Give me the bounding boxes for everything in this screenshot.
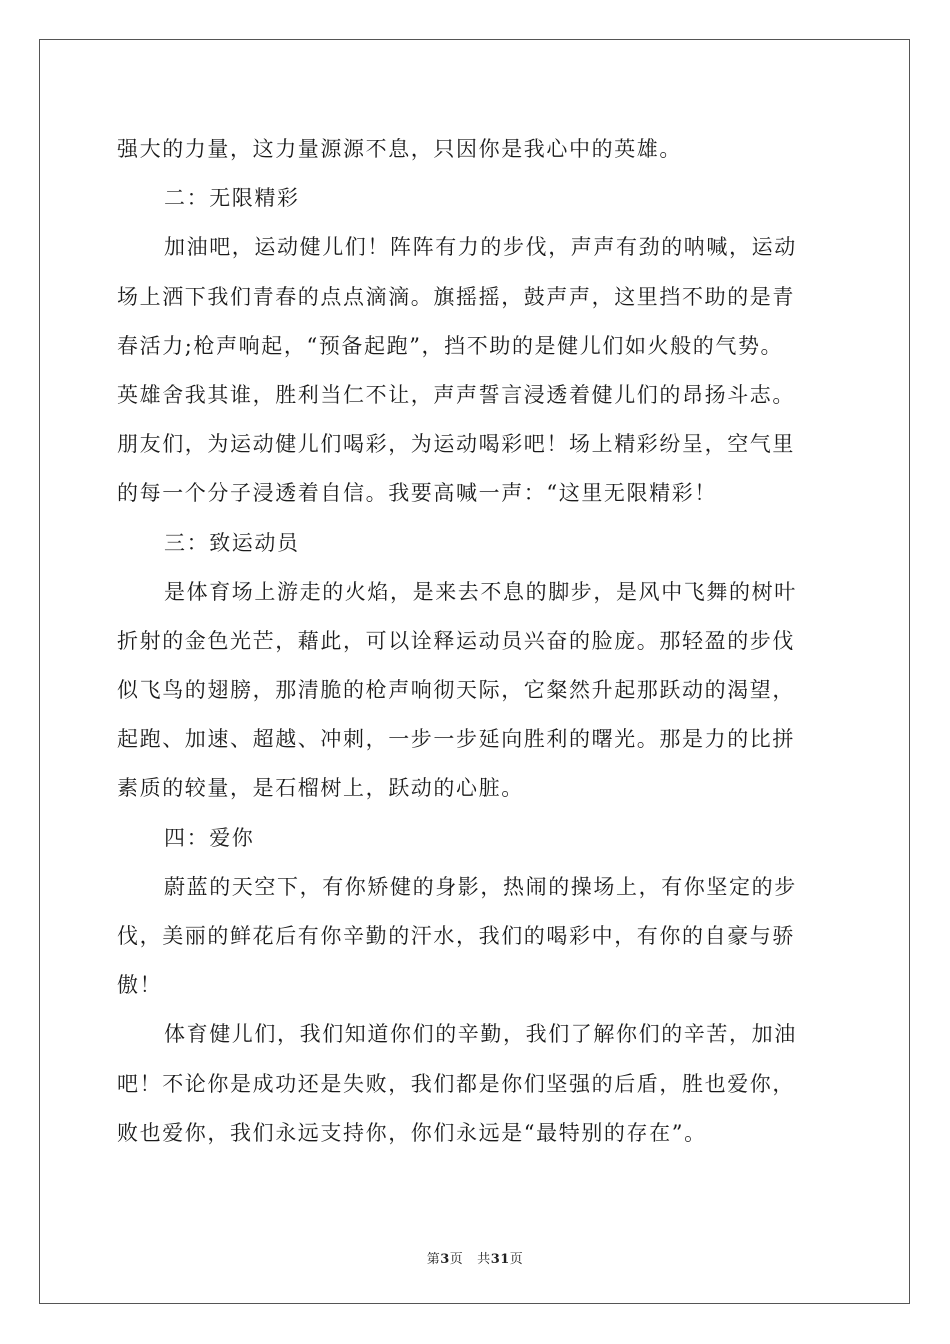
body-line: 伐，美丽的鲜花后有你辛勤的汗水，我们的喝彩中，有你的自豪与骄 [117, 924, 795, 948]
body-line: 似飞鸟的翅膀，那清脆的枪声响彻天际，它粲然升起那跃动的渴望， [117, 678, 795, 703]
body-line: 春活力;枪声响起，“预备起跑”，挡不助的是健儿们如火般的气势。 [117, 333, 784, 358]
body-line: 强大的力量，这力量源源不息，只因你是我心中的英雄。 [117, 137, 682, 161]
total-suffix: 页 [509, 1252, 524, 1267]
body-line: 吧！不论你是成功还是失败，我们都是你们坚强的后盾，胜也爱你， [117, 1071, 795, 1096]
section-heading: 四：爱你 [164, 825, 255, 850]
body-line: 场上洒下我们青春的点点滴滴。旗摇摇，鼓声声，这里挡不助的是青 [117, 284, 795, 309]
body-line: 英雄舍我其谁，胜利当仁不让，声声誓言浸透着健儿们的昂扬斗志。 [117, 382, 795, 407]
page-footer [0, 1248, 950, 1267]
paragraph-line: 蔚蓝的天空下，有你矫健的身影，热闹的操场上，有你坚定的步 [164, 874, 797, 899]
page-prefix: 第 [426, 1252, 441, 1267]
page-suffix: 页 [449, 1252, 464, 1267]
body-line: 素质的较量，是石榴树上，跃动的心脏。 [117, 776, 524, 801]
body-line: 折射的金色光芒，藉此，可以诠释运动员兴奋的脸庞。那轻盈的步伐 [117, 628, 795, 653]
total-prefix: 共 [477, 1252, 491, 1267]
body-line: 朋友们，为运动健儿们喝彩，为运动喝彩吧！场上精彩纷呈，空气里 [117, 432, 795, 457]
section-heading: 三：致运动员 [164, 530, 300, 555]
page-number: 3 [440, 1252, 450, 1267]
body-line: 傲！ [117, 973, 163, 998]
body-line: 起跑、加速、超越、冲刺，一步一步延向胜利的曙光。那是力的比拼 [117, 727, 795, 752]
paragraph-line: 加油吧，运动健儿们！阵阵有力的步伐，声声有劲的呐喊，运动 [164, 235, 797, 260]
paragraph-line: 是体育场上游走的火焰，是来去不息的脚步，是风中飞舞的树叶 [164, 579, 797, 604]
total-pages: 31 [490, 1252, 510, 1267]
section-heading: 二：无限精彩 [164, 186, 300, 211]
document-body [117, 125, 837, 1158]
body-line: 的每一个分子浸透着自信。我要高喊一声：“这里无限精彩！ [117, 481, 717, 506]
paragraph-line: 体育健儿们，我们知道你们的辛勤，我们了解你们的辛苦，加油 [164, 1022, 797, 1047]
body-line: 败也爱你，我们永远支持你，你们永远是“最特别的存在”。 [117, 1120, 707, 1145]
